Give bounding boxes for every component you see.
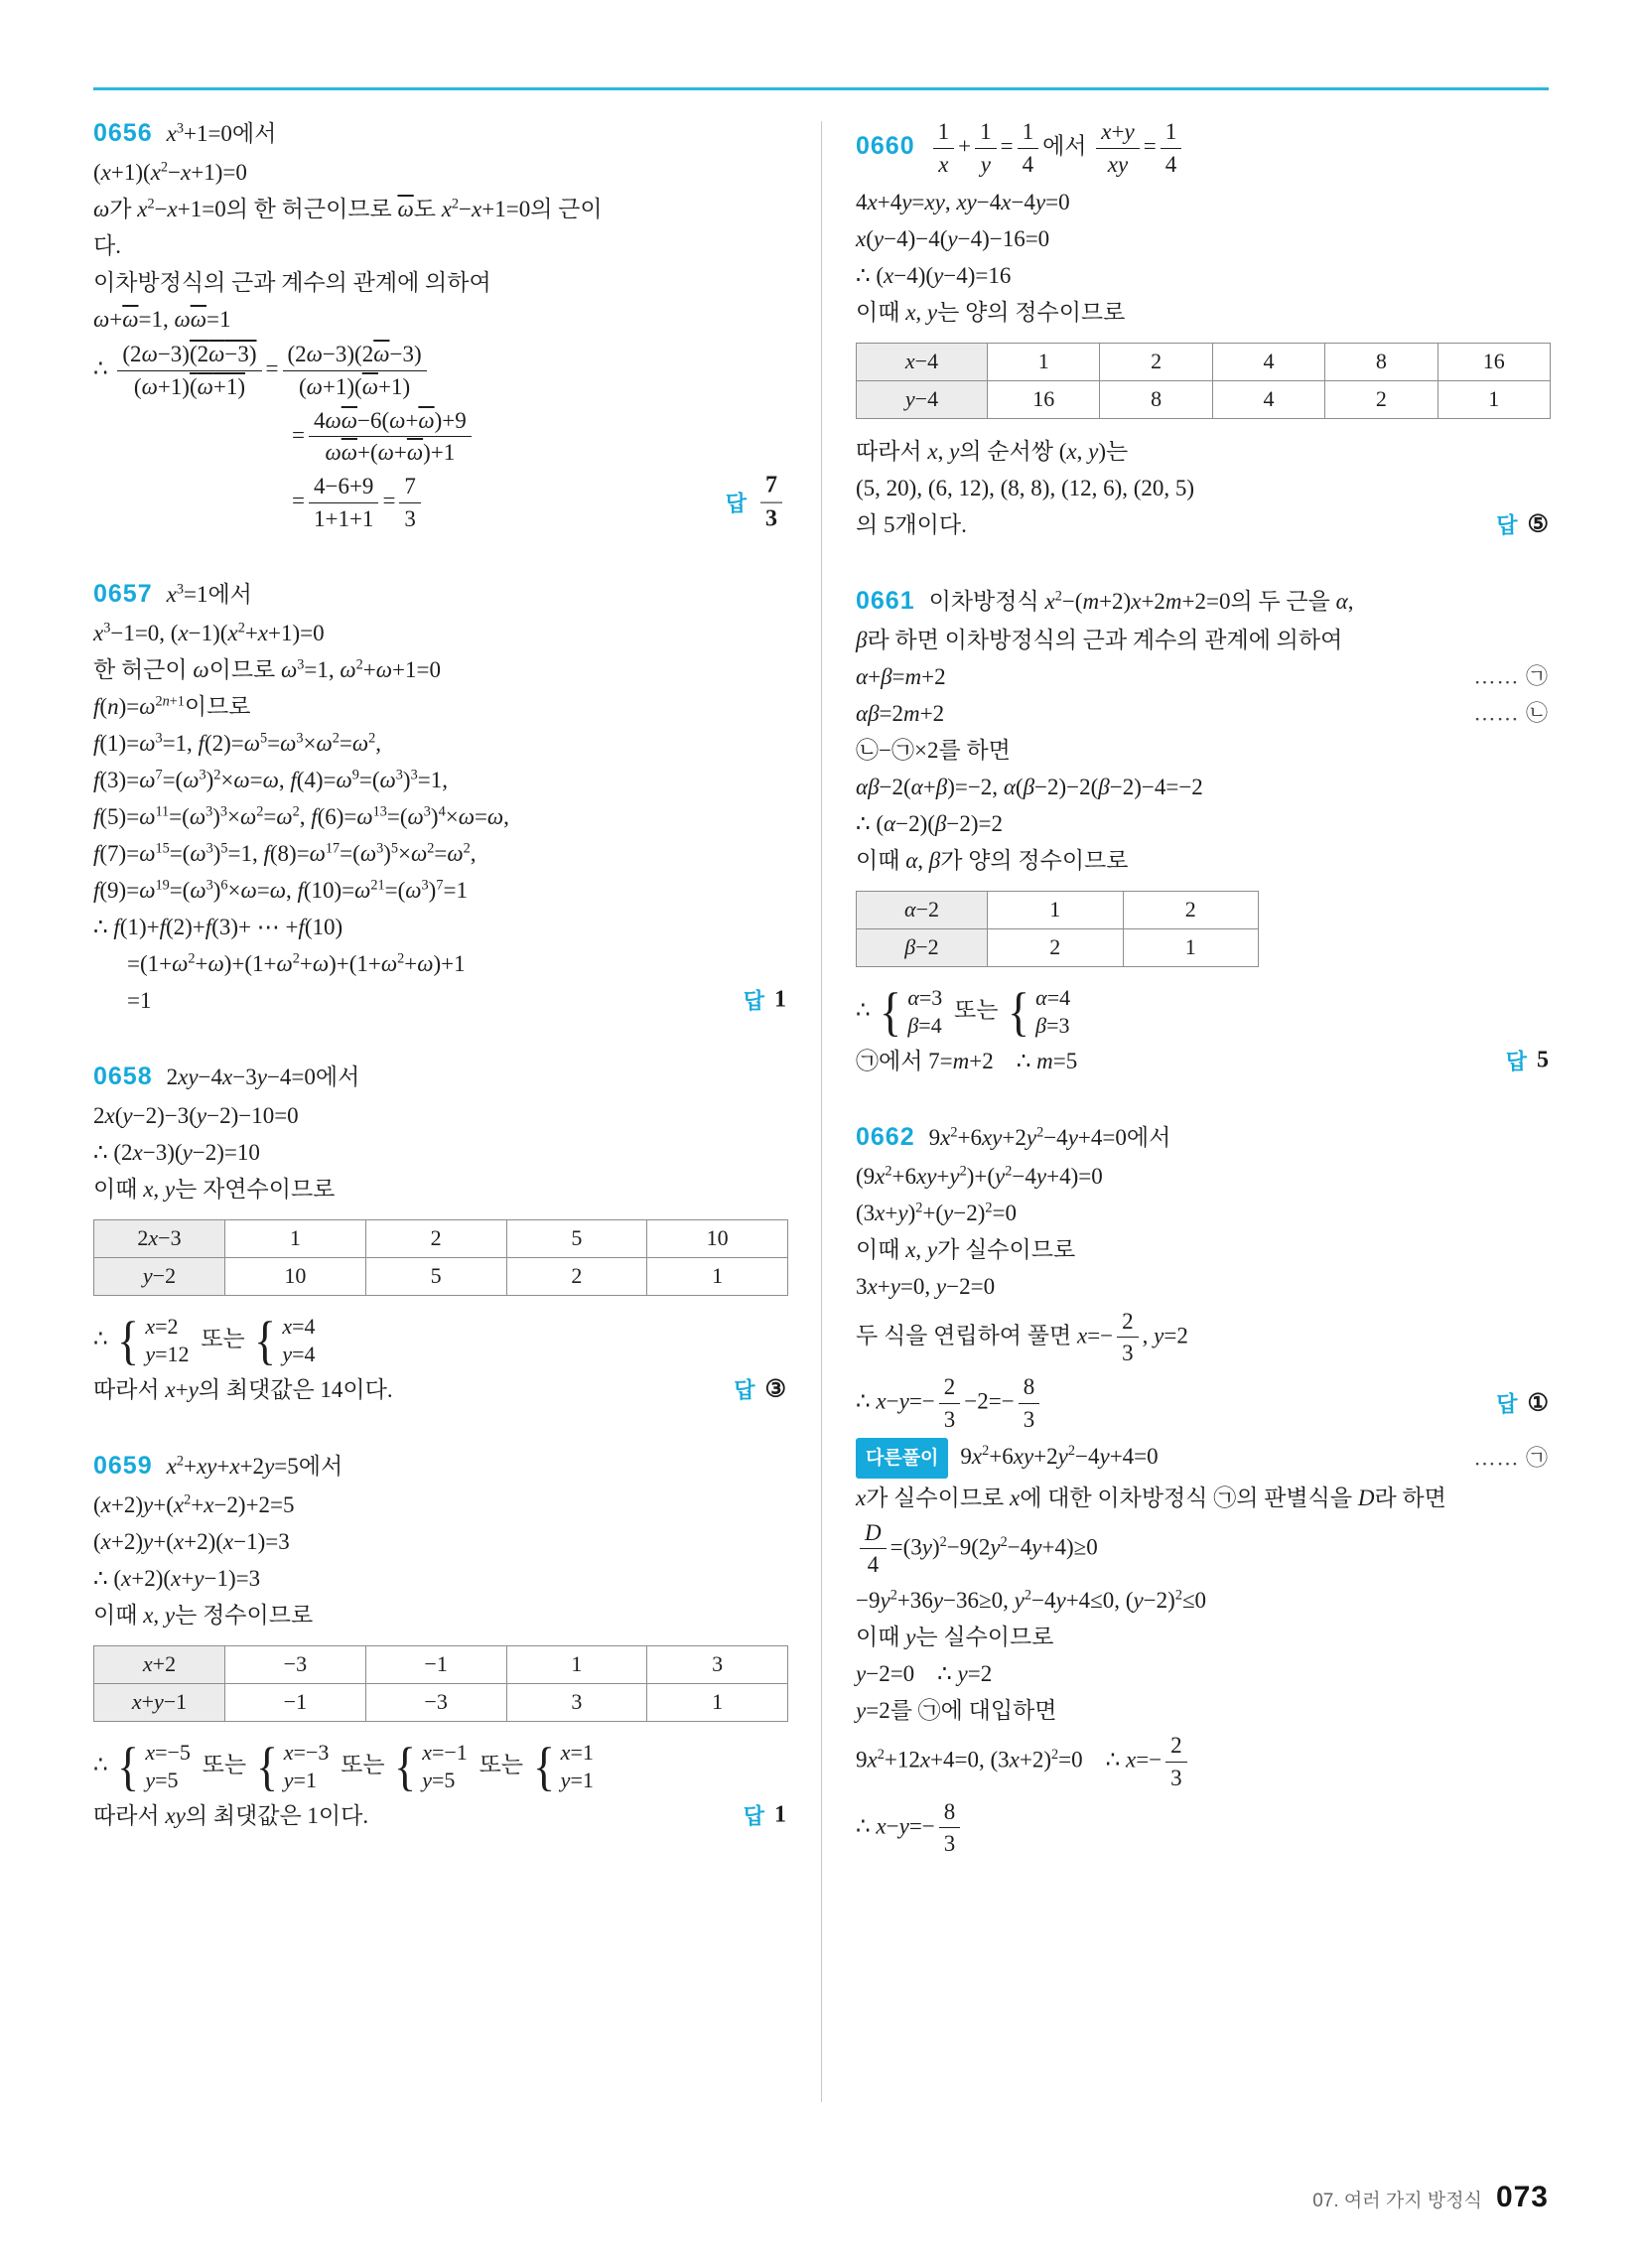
answer: 답 1 — [743, 1801, 786, 1829]
value-cell: −3 — [225, 1645, 366, 1683]
solution-line: αβ=2m+2 …… ㉡ — [856, 695, 1551, 732]
solution-line: = $\frac{4\omega\overline{\omega}-6(\omega+\overline{\omega})+9}{\omega\overline{\omega}+(\omega+\overline{\omega})+1}$ — [93, 404, 788, 471]
value-cell: 8 — [1325, 343, 1437, 380]
value-cell: 1 — [1123, 928, 1259, 966]
solution-line: 따라서 x+y의 최댓값은 14이다. 답 ③ — [93, 1371, 788, 1408]
reference-mark: …… ㉡ — [1473, 700, 1549, 726]
value-cell: 10 — [225, 1257, 366, 1295]
solution-line: 의 5개이다. 답 ⑤ — [856, 506, 1551, 543]
solution-line: ∴ x−y=− $\frac{2}{3}$ −2=− $\frac{8}{3}$ 답 ① — [856, 1374, 1549, 1432]
solution-line: 두 식을 연립하여 풀면 x=− $\frac{2}{3}$ , y=2 — [856, 1308, 1188, 1366]
solution-line: 이때 x, y는 자연수이므로 — [93, 1176, 336, 1202]
value-cell: 1 — [988, 343, 1100, 380]
row-header-cell: α−2 — [857, 891, 988, 928]
value-cell: −1 — [365, 1645, 506, 1683]
row-header-cell: x+2 — [94, 1645, 225, 1683]
top-rule — [93, 87, 1549, 90]
right-column — [856, 115, 1551, 1901]
solution-line: $(x+2)y+(x^2+x-2)+2=5$ — [93, 1490, 295, 1517]
row-header-cell: x+y−1 — [94, 1683, 225, 1721]
solution-line: $x^3-1=0$, $(x-1)(x^2+x+1)=0$ — [93, 619, 325, 645]
solution-line: $f(7)=\omega^{15}=(\omega^3)^5=1$, $f(8)=\omega^{17}=(\omega^3)^5\times\omega^2=\omega^2$, — [93, 839, 477, 866]
solution-line: ∴ { α=3 β=4 또는 { α=4 β=3 — [856, 981, 1071, 1042]
solution-line: y−2=0 ∴ y=2 — [856, 1661, 993, 1686]
solution-line: αβ−2(α+β)=−2, α(β−2)−2(β−2)−4=−2 — [856, 774, 1203, 799]
value-cell: 2 — [988, 928, 1124, 966]
value-cell: 2 — [506, 1257, 647, 1295]
problem-first-line: 0659 $x^2+xy+x+2y=5$에서 — [93, 1451, 343, 1480]
page-number: 073 — [1495, 2181, 1549, 2213]
solution-line: 이때 y는 실수이므로 — [856, 1625, 1054, 1649]
solution-line: $9x^2+12x+4=0$, $(3x+2)^2=0$ ∴ x=− $\frac{2}{3}$ — [856, 1729, 1551, 1795]
solution-line: x가 실수이므로 x에 대한 이차방정식 ㉠의 판별식을 D라 하면 — [856, 1485, 1446, 1510]
solution-line: ω가 $x^2-x+1=0$의 한 허근이므로 $\overline{\omega}$도 $x^2-x+1=0$의 근이 — [93, 196, 603, 221]
solution-line: ∴ $\frac{(2\omega-3)(2\omega-3)}{(\omega+1)(\omega+1)}$ = $\frac{(2\omega-3)(2\overline{\omega}-3)}{(\omega+1)(\overline{\omega}+1)}$ — [93, 338, 788, 404]
answer: 답 1 — [743, 986, 786, 1014]
value-cell: 1 — [988, 891, 1124, 928]
value-cell: 4 — [1212, 343, 1324, 380]
solution-line: $(3x+y)^2+(y-2)^2=0$ — [856, 1199, 1017, 1225]
solution-line: $\omega+\overline{\omega}=1$, $\omega\overline{\omega}=1$ — [93, 307, 231, 332]
table-row — [857, 891, 1259, 928]
value-cell: −1 — [225, 1683, 366, 1721]
problem-0656 — [93, 115, 788, 536]
solution-line: $(x+1)(x^2-x+1)=0$ — [93, 159, 247, 185]
value-cell: 1 — [647, 1683, 788, 1721]
problem-number: 0658 — [93, 1062, 153, 1090]
row-header-cell: y−4 — [857, 380, 988, 418]
solution-line: $f(3)=\omega^7=(\omega^3)^2\times\omega=\omega$, $f(4)=\omega^9=(\omega^3)^3=1$, — [93, 766, 448, 792]
solution-line: 다른풀이 $9x^2+6xy+2y^2-4y+4=0$ …… ㉠ — [856, 1437, 1551, 1480]
value-cell: 1 — [225, 1219, 366, 1257]
solution-line: 한 허근이 ω이므로 $\omega^3=1$, $\omega^2+\omega+1=0$ — [93, 655, 441, 682]
answer: 답 ⑤ — [1496, 511, 1549, 538]
problem-number: 0661 — [856, 586, 915, 615]
row-header-cell: y−2 — [94, 1257, 225, 1295]
solution-line: $\frac{D}{4}$ $=(3y)^2-9(2y^2-4y+4)\ge 0$ — [856, 1516, 1551, 1583]
left-column — [93, 115, 788, 1874]
solution-line: ㉡−㉠×2를 하면 — [856, 737, 1011, 763]
solution-line: ∴ { x=2 y=12 또는 { x=4 y=4 — [93, 1310, 316, 1370]
problem-0658 — [93, 1059, 788, 1408]
solution-line: 3x+y=0, y−2=0 — [856, 1273, 996, 1299]
problem-0661 — [856, 583, 1551, 1079]
solution-line: $f(9)=\omega^{19}=(\omega^3)^6\times\omega=\omega$, $f(10)=\omega^{21}=(\omega^3)^7=1$ — [93, 876, 468, 903]
solution-line: $-9y^2+36y-36\ge 0$, $y^2-4y+4\le 0$, $(y-2)^2\le 0$ — [856, 1587, 1207, 1613]
problem-first-line: 0656 $x^3+1=0$에서 — [93, 119, 277, 147]
solution-line: ∴ (x+2)(x+y−1)=3 — [93, 1565, 261, 1591]
value-cell: 4 — [1212, 380, 1324, 418]
solution-line: (5, 20), (6, 12), (8, 8), (12, 6), (20, 5) — [856, 475, 1195, 500]
page-footer — [1312, 2181, 1549, 2214]
value-table — [93, 1219, 788, 1296]
value-cell: 1 — [1437, 380, 1550, 418]
solution-line: $f(n)=\omega^{2n+1}$이므로 — [93, 692, 251, 719]
solution-line: 따라서 xy의 최댓값은 1이다. 답 1 — [93, 1801, 786, 1829]
value-cell: 2 — [1123, 891, 1259, 928]
solution-line: 이때 x, y는 정수이므로 — [93, 1602, 314, 1628]
solution-line: 2x(y−2)−3(y−2)−10=0 — [93, 1102, 299, 1128]
solution-line: 다. — [93, 233, 121, 258]
value-cell: 2 — [1100, 343, 1212, 380]
solution-line: 따라서 x, y의 순서쌍 (x, y)는 — [856, 438, 1129, 464]
table-row — [94, 1645, 788, 1683]
solution-line: (x+2)y+(x+2)(x−1)=3 — [93, 1528, 290, 1554]
problem-0660 — [856, 115, 1551, 543]
answer: 답 ③ — [734, 1376, 786, 1403]
solution-line: =1 답 1 — [127, 986, 786, 1014]
solution-line: = $\frac{4-6+9}{1+1+1}$ = $\frac{7}{3}$ 답 $\frac{7}{3}$ — [93, 470, 788, 536]
solution-line: $(9x^2+6xy+y^2)+(y^2-4y+4)=0$ — [856, 1162, 1103, 1189]
problem-number: 0660 — [856, 131, 915, 160]
problem-0662 — [856, 1119, 1551, 1862]
problem-0659 — [93, 1448, 788, 1834]
problem-first-line: 0658 2xy−4x−3y−4=0에서 — [93, 1062, 360, 1090]
reference-mark: …… ㉠ — [1473, 1445, 1549, 1471]
solution-line: ㉠에서 7=m+2 ∴ m=5 답 5 — [856, 1047, 1549, 1074]
problem-first-line: 0660 $\frac{1}{x}$ + $\frac{1}{y}$ = $\frac{1}{4}$ 에서 $\frac{x+y}{xy}$ = $\frac{1}{4}$ — [856, 115, 1551, 184]
problem-first-line: 0662 $9x^2+6xy+2y^2-4y+4=0$에서 — [856, 1122, 1171, 1151]
value-cell: 10 — [647, 1219, 788, 1257]
answer: 답 $\frac{7}{3}$ — [726, 470, 786, 536]
table-row — [857, 928, 1259, 966]
value-cell: 2 — [365, 1219, 506, 1257]
solution-line: ∴ (α−2)(β−2)=2 — [856, 810, 1003, 836]
value-cell: 3 — [506, 1683, 647, 1721]
value-cell: 3 — [647, 1645, 788, 1683]
problem-first-line: 0661 이차방정식 $x^2-(m+2)x+2m+2=0$의 두 근을 α, — [856, 586, 1354, 615]
solution-line: $=(1+\omega^2+\omega)+(1+\omega^2+\omega)+(1+\omega^2+\omega)+1$ — [127, 949, 466, 976]
row-header-cell: x−4 — [857, 343, 988, 380]
solution-line: $f(5)=\omega^{11}=(\omega^3)^3\times\omega^2=\omega^2$, $f(6)=\omega^{13}=(\omega^3)^4\times\omega=\omega$, — [93, 802, 509, 829]
problem-number: 0662 — [856, 1122, 915, 1151]
value-cell: 2 — [1325, 380, 1437, 418]
solution-line: β라 하면 이차방정식의 근과 계수의 관계에 의하여 — [856, 627, 1343, 652]
solution-line: y=2를 ㉠에 대입하면 — [856, 1698, 1057, 1723]
table-row — [94, 1683, 788, 1721]
value-table — [856, 343, 1551, 419]
reference-mark: …… ㉠ — [1473, 663, 1549, 689]
value-cell: 5 — [506, 1219, 647, 1257]
value-cell: 5 — [365, 1257, 506, 1295]
solution-line: 4x+4y=xy, xy−4x−4y=0 — [856, 189, 1070, 214]
solution-line: ∴ x−y=− $\frac{8}{3}$ — [856, 1795, 1551, 1862]
solution-line: 이때 x, y가 실수이므로 — [856, 1236, 1076, 1262]
table-row — [857, 380, 1551, 418]
row-header-cell: β−2 — [857, 928, 988, 966]
other-solution-badge: 다른풀이 — [856, 1438, 948, 1479]
value-cell: 16 — [988, 380, 1100, 418]
chapter-title: 07. 여러 가지 방정식 — [1312, 2191, 1482, 2211]
solution-line: α+β=m+2 …… ㉠ — [856, 658, 1551, 695]
table-row — [94, 1219, 788, 1257]
solution-line: 이차방정식의 근과 계수의 관계에 의하여 — [93, 270, 491, 295]
row-header-cell: 2x−3 — [94, 1219, 225, 1257]
answer: 답 ① — [1496, 1390, 1549, 1417]
solution-line: 이때 α, β가 양의 정수이므로 — [856, 847, 1129, 873]
problem-first-line: 0657 $x^3=1$에서 — [93, 579, 252, 608]
solution-line: 이때 x, y는 양의 정수이므로 — [856, 299, 1126, 325]
value-cell: 1 — [506, 1645, 647, 1683]
solution-line: ∴ f(1)+f(2)+f(3)+ ⋯ +f(10) — [93, 914, 343, 939]
answer: 답 5 — [1505, 1047, 1549, 1074]
value-table — [856, 891, 1259, 967]
problem-number: 0659 — [93, 1451, 153, 1480]
value-cell: 8 — [1100, 380, 1212, 418]
solution-line: $f(1)=\omega^3=1$, $f(2)=\omega^5=\omega^3\times\omega^2=\omega^2$, — [93, 729, 381, 756]
solution-line: ∴ (x−4)(y−4)=16 — [856, 262, 1012, 288]
value-cell: 1 — [647, 1257, 788, 1295]
problem-number: 0656 — [93, 119, 153, 147]
problem-number: 0657 — [93, 579, 153, 608]
table-row — [857, 343, 1551, 380]
problem-0657 — [93, 576, 788, 1019]
value-table — [93, 1645, 788, 1722]
solution-line: ∴ (2x−3)(y−2)=10 — [93, 1139, 260, 1165]
value-cell: −3 — [365, 1683, 506, 1721]
solution-line: ∴ { x=−5 y=5 또는 { x=−3 y=1 또는 { x=−1 y=5 또는 { x=1 y=1 — [93, 1736, 594, 1796]
solution-line: x(y−4)−4(y−4)−16=0 — [856, 225, 1050, 251]
column-divider — [821, 121, 822, 2102]
value-cell: 16 — [1437, 343, 1550, 380]
table-row — [94, 1257, 788, 1295]
